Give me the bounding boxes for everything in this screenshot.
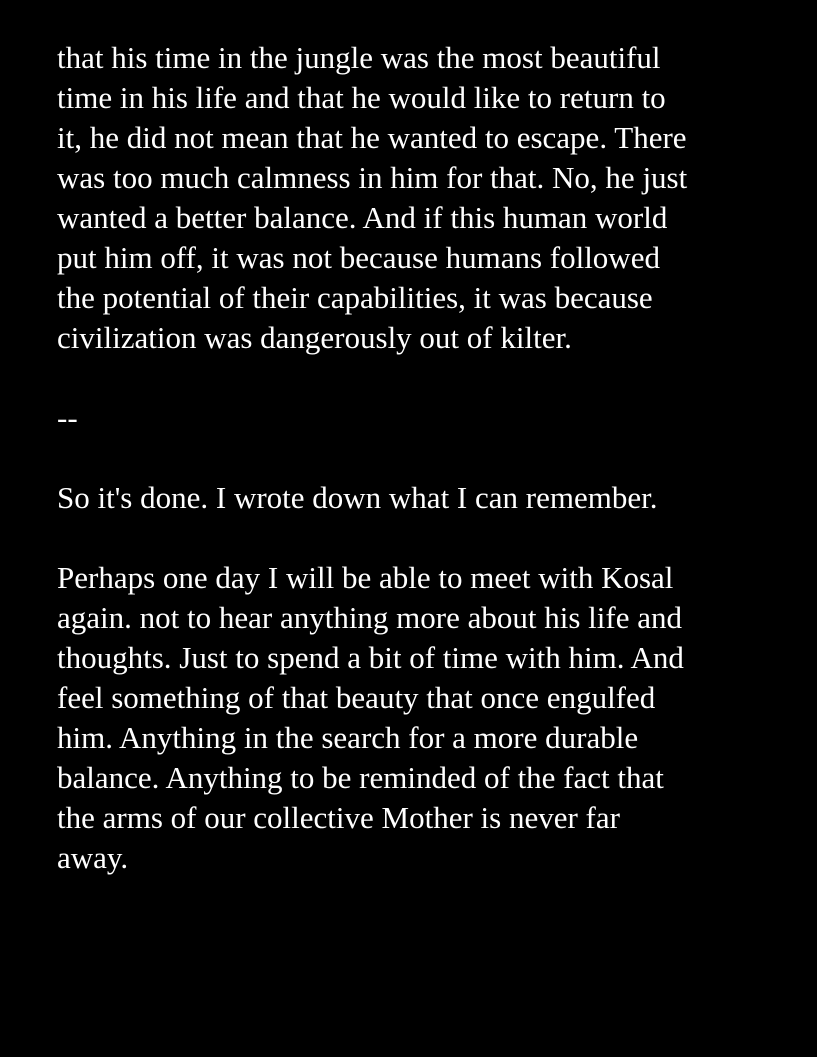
paragraph-spacer (57, 438, 797, 478)
paragraph-jungle-reflection (57, 38, 797, 358)
text-line: the potential of their capabilities, it was because (57, 280, 653, 315)
text-line: So it's done. I wrote down what I can remember. (57, 480, 658, 515)
paragraph-done (57, 478, 797, 518)
text-line: balance. Anything to be reminded of the fact that (57, 760, 664, 795)
document-page (57, 38, 797, 878)
text-line: wanted a better balance. And if this human world (57, 200, 668, 235)
text-line: time in his life and that he would like to return to (57, 80, 666, 115)
text-line: again. not to hear anything more about his life and (57, 600, 682, 635)
paragraph-spacer (57, 358, 797, 398)
text-line: civilization was dangerously out of kilter. (57, 320, 572, 355)
text-line: him. Anything in the search for a more durable (57, 720, 639, 755)
text-line: away. (57, 840, 129, 875)
paragraph-meet-kosal (57, 558, 797, 878)
text-line: it, he did not mean that he wanted to escape. There (57, 120, 687, 155)
paragraph-spacer (57, 518, 797, 558)
text-line: thoughts. Just to spend a bit of time with him. And (57, 640, 684, 675)
text-line: the arms of our collective Mother is never far (57, 800, 620, 835)
separator-dashes: -- (57, 400, 78, 435)
text-line: that his time in the jungle was the most beautiful (57, 40, 661, 75)
text-line: put him off, it was not because humans followed (57, 240, 660, 275)
text-line: was too much calmness in him for that. No, he just (57, 160, 688, 195)
text-line: feel something of that beauty that once engulfed (57, 680, 656, 715)
text-line: Perhaps one day I will be able to meet with Kosal (57, 560, 674, 595)
section-separator (57, 398, 797, 438)
